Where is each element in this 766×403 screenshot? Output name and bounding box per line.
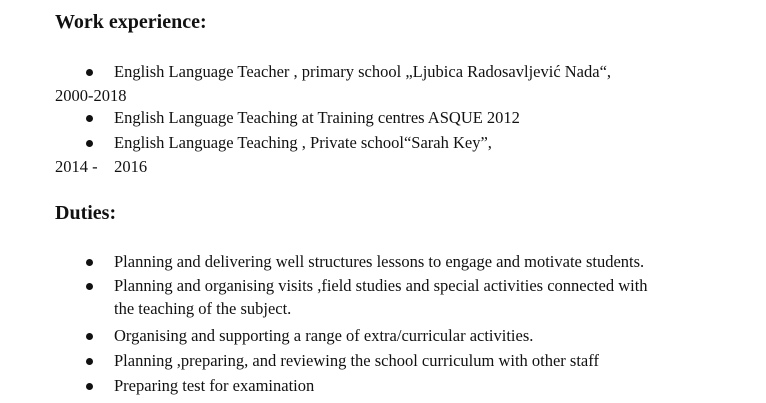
work-experience-heading: Work experience:: [55, 11, 207, 33]
duty-item-3: Organising and supporting a range of extra/curricular activities.: [114, 326, 534, 345]
duty-item-4: Planning ,preparing, and reviewing the school curriculum with other staff: [114, 351, 599, 370]
bullet-icon: [86, 259, 93, 266]
work-item-1-dates: 2000-2018: [55, 86, 127, 105]
work-item-2: English Language Teaching at Training centres ASQUE 2012: [114, 108, 520, 127]
duty-item-1: Planning and delivering well structures lessons to engage and motivate students.: [114, 252, 645, 271]
bullet-icon: [86, 383, 93, 390]
bullet-icon: [86, 140, 93, 147]
work-item-1: English Language Teacher , primary school „Ljubica Radosavljević Nada“,: [114, 62, 612, 81]
bullet-icon: [86, 283, 93, 290]
duty-item-2: Planning and organising visits ,field studies and special activities connected with: [114, 276, 648, 295]
duties-heading: Duties:: [55, 202, 117, 224]
bullet-icon: [86, 333, 93, 340]
bullet-icon: [86, 115, 93, 122]
work-item-3: English Language Teaching , Private school“Sarah Key”,: [114, 133, 492, 152]
duty-item-5: Preparing test for examination: [114, 376, 315, 395]
bullet-icon: [86, 358, 93, 365]
work-item-3-dates: 2014 - 2016: [55, 157, 148, 176]
bullet-icon: [86, 69, 93, 76]
duty-item-2-continuation: the teaching of the subject.: [114, 299, 292, 318]
